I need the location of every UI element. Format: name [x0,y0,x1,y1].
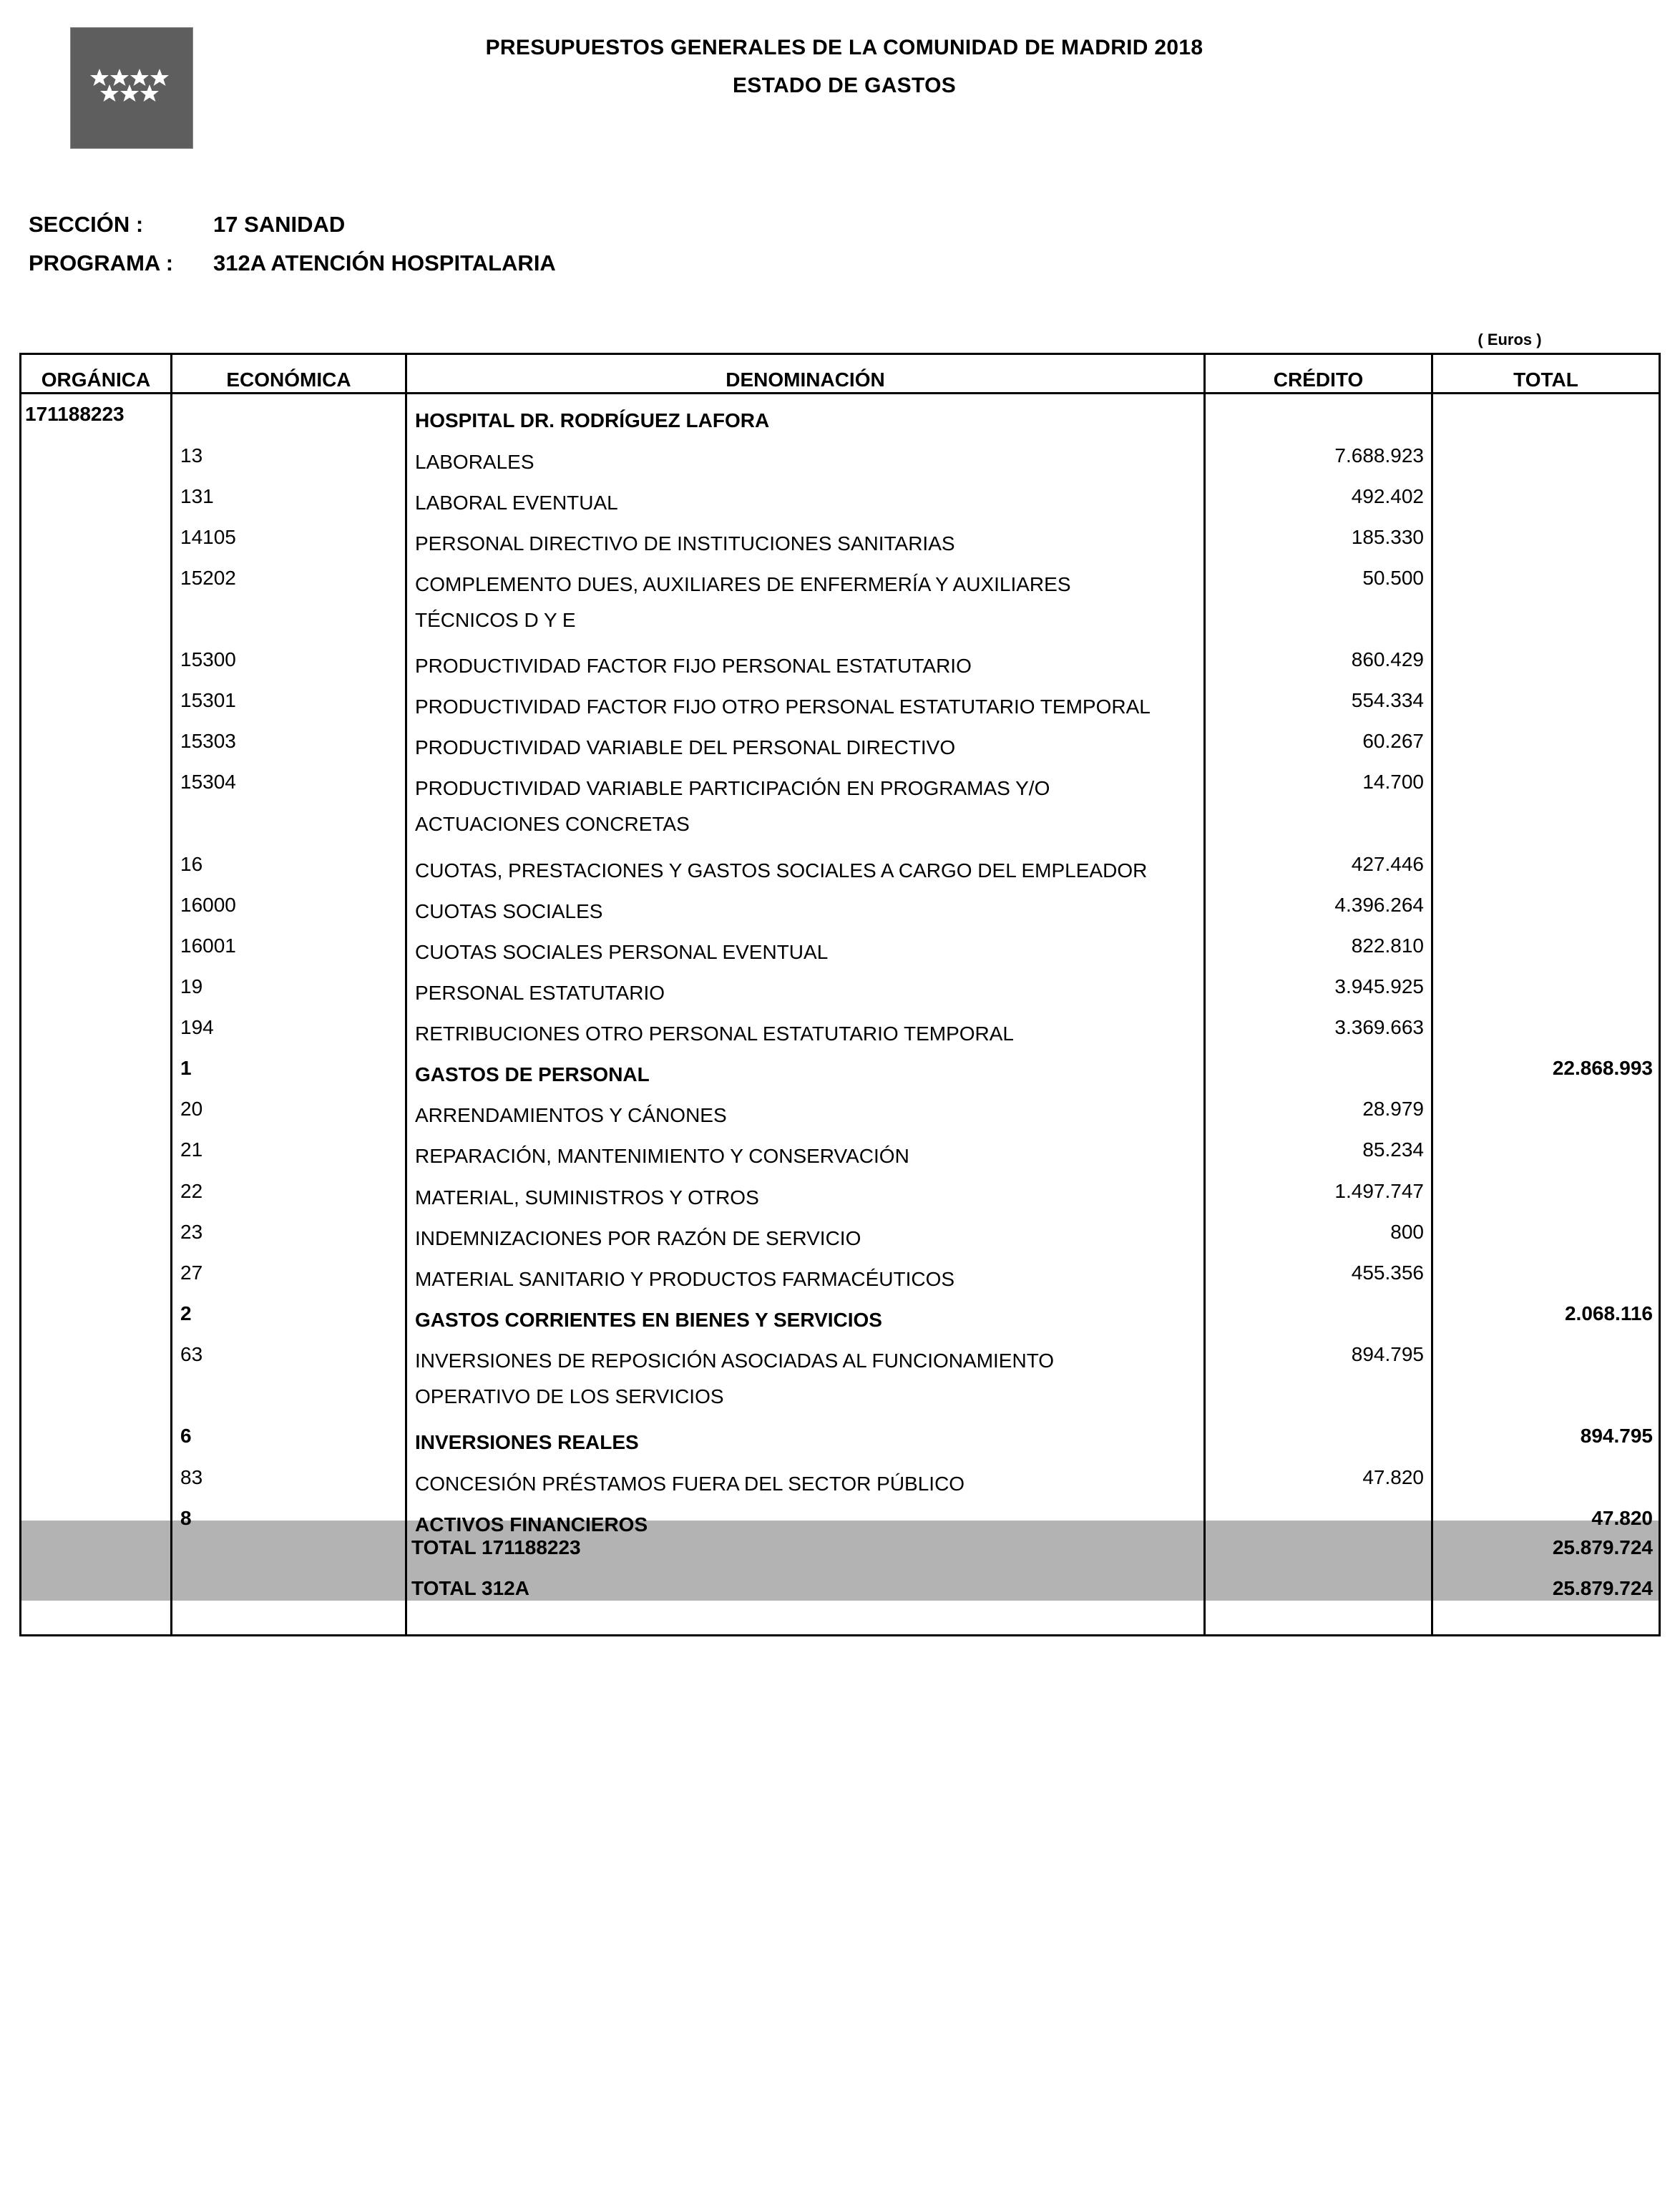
denominacion-cell: GASTOS DE PERSONAL [415,1063,650,1085]
denominacion-cell: HOSPITAL DR. RODRÍGUEZ LAFORA [415,409,770,431]
economica-cell: 16 [180,853,203,875]
total-value: 25.879.724 [1552,1577,1653,1599]
denominacion-cell: CUOTAS SOCIALES PERSONAL EVENTUAL [415,941,829,963]
credito-cell: 85.234 [1362,1138,1424,1161]
credito-cell: 3.945.925 [1334,975,1424,997]
credito-cell: 50.500 [1362,567,1424,589]
economica-cell: 6 [180,1425,192,1447]
denominacion-cell: LABORAL EVENTUAL [415,492,618,514]
economica-cell: 131 [180,485,214,507]
denominacion-cell: RETRIBUCIONES OTRO PERSONAL ESTATUTARIO TEMPORAL [415,1023,1015,1045]
denominacion-cell: INDEMNIZACIONES POR RAZÓN DE SERVICIO [415,1227,861,1249]
denominacion-cell: PRODUCTIVIDAD FACTOR FIJO PERSONAL ESTATUTARIO [415,655,972,677]
denominacion-cell: ACTIVOS FINANCIEROS [415,1513,648,1536]
denominacion-cell: PRODUCTIVIDAD VARIABLE PARTICIPACIÓN EN PROGRAMAS Y/O [415,777,1050,799]
column-header-organica: ORGÁNICA [41,369,151,391]
denominacion-cell: CUOTAS, PRESTACIONES Y GASTOS SOCIALES A CARGO DEL EMPLEADOR [415,859,1148,882]
economica-cell: 15304 [180,771,236,793]
column-header-total: TOTAL [1513,369,1578,391]
credito-cell: 860.429 [1351,648,1424,670]
total-value: 25.879.724 [1552,1536,1653,1558]
economica-cell: 20 [180,1098,203,1120]
programa-label: PROGRAMA : [29,250,174,275]
credito-cell: 7.688.923 [1334,444,1424,467]
denominacion-cell: MATERIAL SANITARIO Y PRODUCTOS FARMACÉUTICOS [415,1268,955,1290]
document-subtitle: ESTADO DE GASTOS [732,74,957,97]
credito-cell: 822.810 [1351,934,1424,957]
economica-cell: 16000 [180,894,236,916]
denominacion-cell: LABORALES [415,451,534,473]
economica-cell: 1 [180,1057,192,1079]
denominacion-cell: COMPLEMENTO DUES, AUXILIARES DE ENFERMERÍA Y AUXILIARES [415,573,1071,595]
denominacion-cell: GASTOS CORRIENTES EN BIENES Y SERVICIOS [415,1309,882,1331]
economica-cell: 83 [180,1466,203,1488]
economica-cell: 15202 [180,567,236,589]
credito-cell: 60.267 [1362,730,1424,752]
economica-cell: 13 [180,444,203,467]
credito-cell: 800 [1390,1221,1424,1243]
credito-cell: 14.700 [1362,771,1424,793]
denominacion-cell: INVERSIONES DE REPOSICIÓN ASOCIADAS AL FUNCIONAMIENTO [415,1350,1055,1372]
credito-cell: 185.330 [1351,526,1424,548]
credito-cell: 492.402 [1351,485,1424,507]
denominacion-cell-continued: TÉCNICOS D Y E [415,609,576,631]
economica-cell: 21 [180,1138,203,1161]
denominacion-cell: PRODUCTIVIDAD FACTOR FIJO OTRO PERSONAL ESTATUTARIO TEMPORAL [415,696,1151,718]
denominacion-cell: ARRENDAMIENTOS Y CÁNONES [415,1104,727,1126]
credito-cell: 28.979 [1362,1098,1424,1120]
total-label: TOTAL 312A [411,1577,529,1599]
credito-cell: 455.356 [1351,1261,1424,1284]
credito-cell: 894.795 [1351,1343,1424,1365]
column-header-denominacion: DENOMINACIÓN [726,369,885,391]
document-title: PRESUPUESTOS GENERALES DE LA COMUNIDAD DE MADRID 2018 [485,36,1203,59]
economica-cell: 22 [180,1180,203,1202]
economica-cell: 15301 [180,689,236,711]
denominacion-cell-continued: OPERATIVO DE LOS SERVICIOS [415,1385,724,1407]
economica-cell: 19 [180,975,203,997]
programa-value: 312A ATENCIÓN HOSPITALARIA [213,250,556,275]
credito-cell: 427.446 [1351,853,1424,875]
economica-cell: 194 [180,1016,214,1038]
header-divider [19,392,1661,394]
economica-cell: 8 [180,1507,192,1529]
economica-cell: 23 [180,1221,203,1243]
economica-cell: 63 [180,1343,203,1365]
column-header-economica: ECONÓMICA [226,369,351,391]
total-cell: 2.068.116 [1564,1302,1653,1324]
column-divider [405,353,407,1636]
denominacion-cell: MATERIAL, SUMINISTROS Y OTROS [415,1186,759,1209]
organica-cell: 171188223 [25,403,124,425]
economica-cell: 14105 [180,526,236,548]
currency-unit: ( Euros ) [1478,331,1542,348]
denominacion-cell: PERSONAL ESTATUTARIO [415,982,665,1004]
economica-cell: 15303 [180,730,236,752]
credito-cell: 3.369.663 [1334,1016,1424,1038]
credito-cell: 1.497.747 [1334,1180,1424,1202]
total-cell: 47.820 [1591,1507,1653,1529]
denominacion-cell: INVERSIONES REALES [415,1431,639,1453]
economica-cell: 2 [180,1302,192,1324]
denominacion-cell-continued: ACTUACIONES CONCRETAS [415,813,690,835]
credito-cell: 4.396.264 [1334,894,1424,916]
column-divider [1431,353,1433,1636]
credito-cell: 47.820 [1362,1466,1424,1488]
economica-cell: 27 [180,1261,203,1284]
economica-cell: 16001 [180,934,236,957]
column-header-credito: CRÉDITO [1273,369,1364,391]
total-cell: 22.868.993 [1552,1057,1653,1079]
denominacion-cell: CUOTAS SOCIALES [415,900,603,922]
seccion-label: SECCIÓN : [29,212,144,237]
column-divider [170,353,172,1636]
column-divider [1203,353,1206,1636]
credito-cell: 554.334 [1351,689,1424,711]
denominacion-cell: PRODUCTIVIDAD VARIABLE DEL PERSONAL DIRECTIVO [415,736,956,758]
total-label: TOTAL 171188223 [411,1536,581,1558]
economica-cell: 15300 [180,648,236,670]
denominacion-cell: PERSONAL DIRECTIVO DE INSTITUCIONES SANITARIAS [415,532,955,555]
denominacion-cell: REPARACIÓN, MANTENIMIENTO Y CONSERVACIÓN [415,1145,909,1167]
total-cell: 894.795 [1580,1425,1653,1447]
seccion-value: 17 SANIDAD [213,212,346,237]
denominacion-cell: CONCESIÓN PRÉSTAMOS FUERA DEL SECTOR PÚBLICO [415,1473,965,1495]
